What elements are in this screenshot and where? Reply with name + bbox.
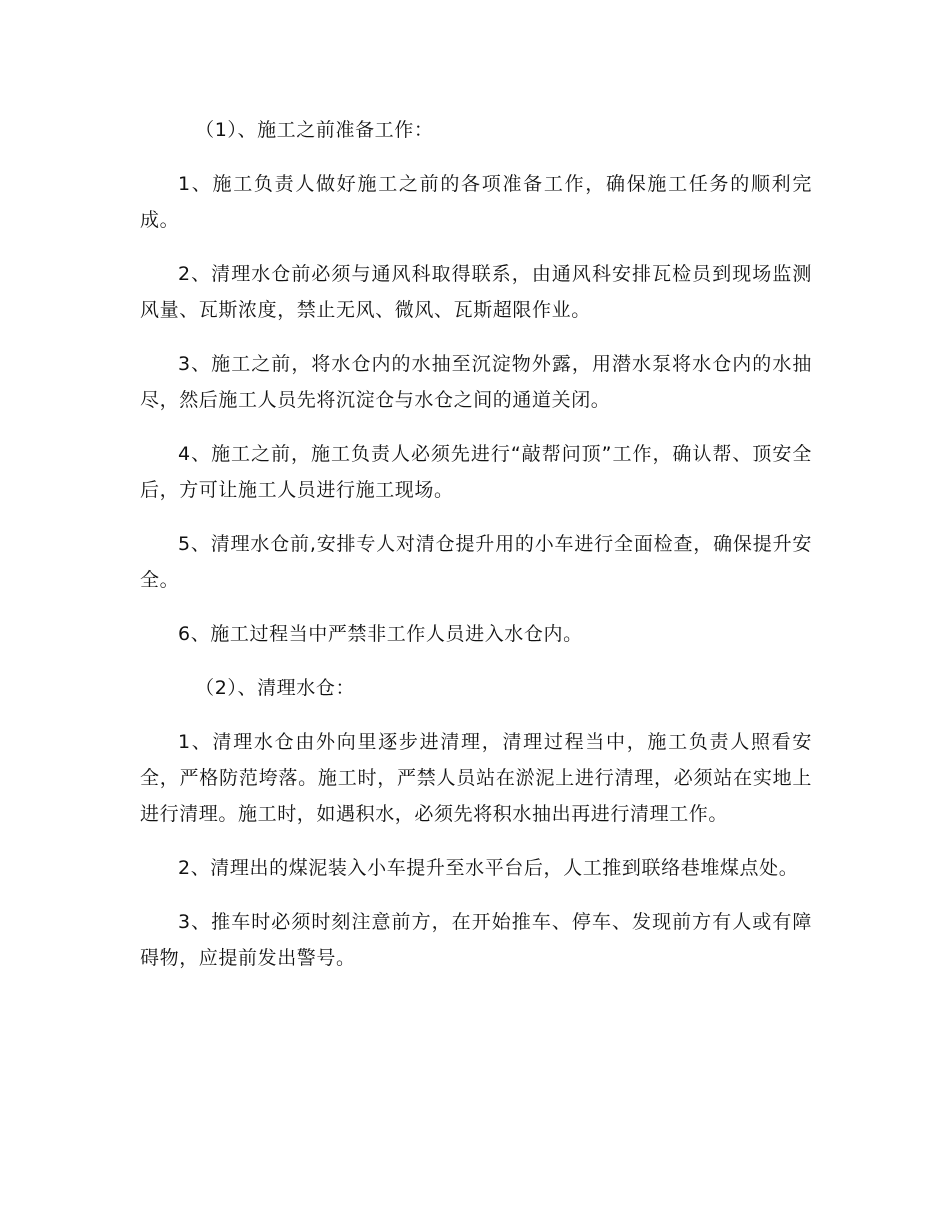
paragraph-item: 5、清理水仓前,安排专人对清仓提升用的小车进行全面检查，确保提升安全。 xyxy=(140,533,812,591)
section-heading-preparation: （1）、施工之前准备工作： xyxy=(195,119,434,141)
paragraph-item: 3、施工之前，将水仓内的水抽至沉淀物外露，用潜水泵将水仓内的水抽尽，然后施工人员先将沉淀仓与水仓之间的通道关闭。 xyxy=(140,353,812,411)
paragraph-item: 1、清理水仓由外向里逐步进清理，清理过程当中，施工负责人照看安全，严格防范垮落。施工时，严禁人员站在淤泥上进行清理，必须站在实地上进行清理。施工时，如遇积水，必须先将积水抽出再进行清理工作。 xyxy=(140,731,812,825)
paragraph-item: 3、推车时必须时刻注意前方，在开始推车、停车、发现前方有人或有障碍物，应提前发出警号。 xyxy=(140,911,812,969)
paragraph-item: 1、施工负责人做好施工之前的各项准备工作，确保施工任务的顺利完成。 xyxy=(140,173,812,231)
paragraph-item: 2、清理水仓前必须与通风科取得联系，由通风科安排瓦检员到现场监测风量、瓦斯浓度，禁止无风、微风、瓦斯超限作业。 xyxy=(140,263,812,321)
document-body xyxy=(140,112,812,994)
section-heading-cleaning: （2）、清理水仓： xyxy=(195,677,356,699)
paragraph-item: 2、清理出的煤泥装入小车提升至水平台后，人工推到联络巷堆煤点处。 xyxy=(178,857,799,879)
paragraph-item: 4、施工之前，施工负责人必须先进行“敲帮问顶”工作，确认帮、顶安全后，方可让施工人员进行施工现场。 xyxy=(140,443,812,501)
paragraph-item: 6、施工过程当中严禁非工作人员进入水仓内。 xyxy=(178,623,583,645)
